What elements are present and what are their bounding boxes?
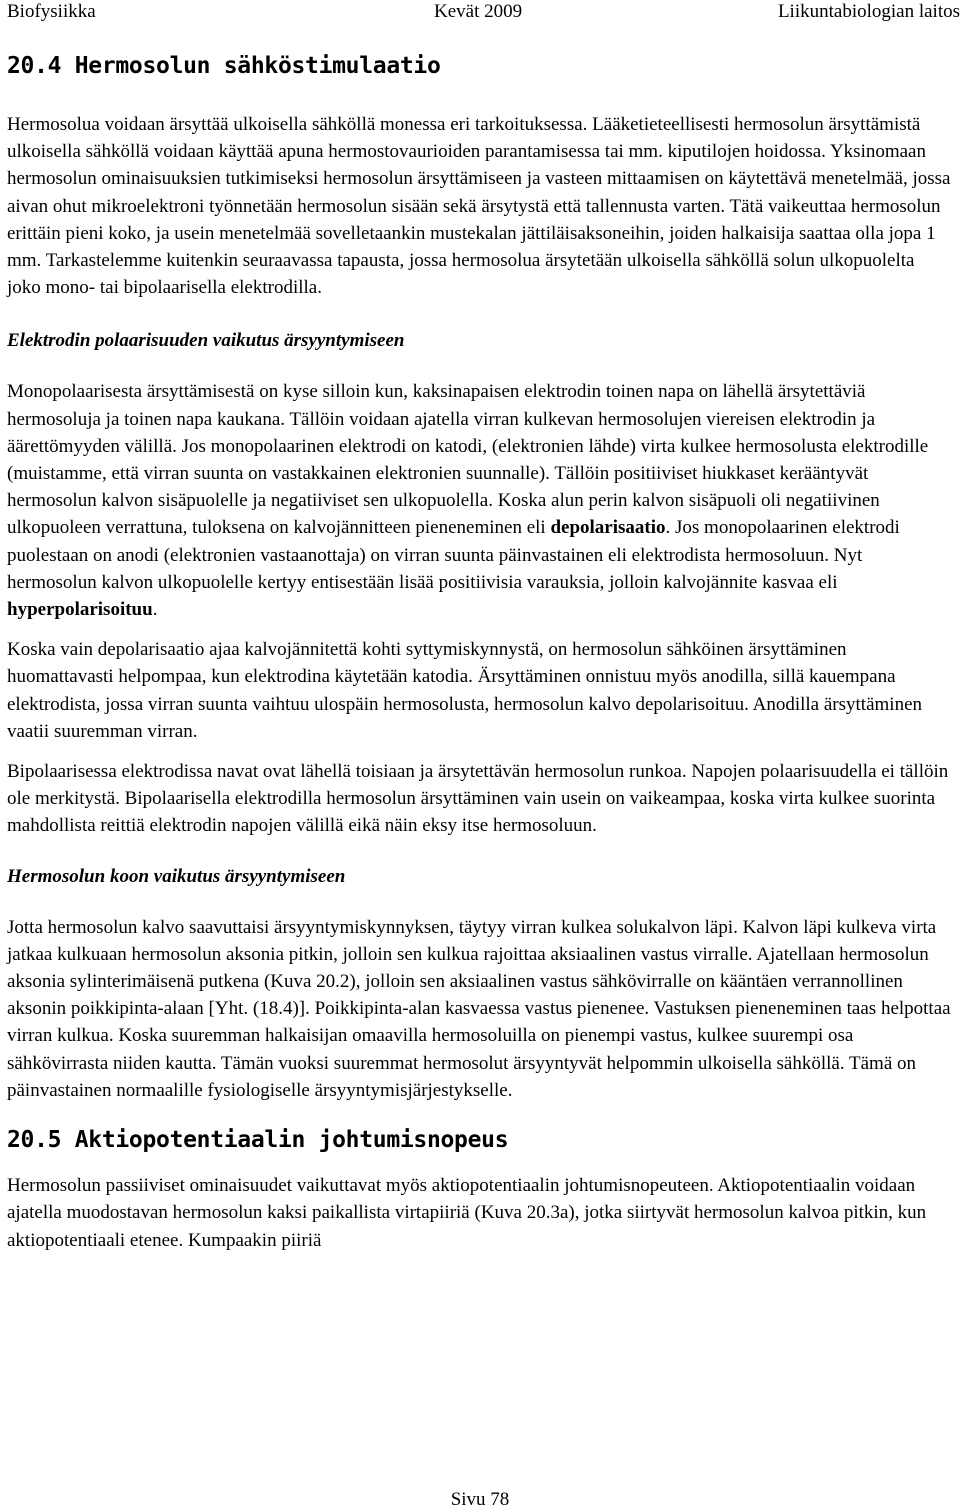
section-heading-20-4: 20.4 Hermosolun sähköstimulaatio (7, 53, 441, 79)
header-course: Biofysiikka (7, 1, 96, 22)
term-depolarisaatio: depolarisaatio (550, 517, 666, 539)
paragraph-neuron-size: Jotta hermosolun kalvo saavuttaisi ärsyyntymiskynnyksen, täytyy virran kulkea solukalvon läpi. Kalvon läpi kulkeva virta jatkaa kulkuaan hermosolun aksonia pitkin, jolloin sen kulkua rajoittaa aksiaalinen vastus virralle. Ajatellaan hermosolun aksonia sylinterimäisenä putkena (Kuva 20.2), jolloin sen aksiaalinen vastus sähkövirralle on kääntäen verrannollinen aksonin poikkipinta-alaan [Yht. (18.4)]. Poikkipinta-alan kasvaessa vastus pienenee. Vastuksen pieneneminen taas helpottaa virran kulkua. Koska suuremman halkaisijan omaavilla hermosoluilla on pienempi vastus, kulkee suurempi osa sähkövirrasta niiden kautta. Tämän vuoksi suuremmat hermosolut ärsyyntyvät helpommin ulkoisella sähköllä. Tämä on päinvastainen normaalille fysiologiselle ärsyyntymisjärjestykselle. (7, 916, 951, 1101)
term-hyperpolarisoituu: hyperpolarisoituu (7, 599, 153, 621)
paragraph-bipolar: Bipolaarisessa elektrodissa navat ovat lähellä toisiaan ja ärsytettävän hermosolun runkoa. Napojen polaarisuudella ei tällöin ole merkitystä. Bipolaarisella elektrodilla hermosolun ärsyttäminen vain usein on vaikeampaa, koska virta kulkee suorinta mahdollista reittiä elektrodin napojen välillä eikä näin eksy itse hermosoluun. (7, 761, 949, 837)
header-department: Liikuntabiologian laitos (777, 1, 960, 22)
page-number: Sivu 78 (450, 1489, 510, 1510)
paragraph-monopolar (7, 378, 952, 623)
header-term: Kevät 2009 (434, 1, 523, 22)
subheading-neuron-size: Hermosolun koon vaikutus ärsyyntymiseen (7, 865, 346, 887)
section-heading-20-5: 20.5 Aktiopotentiaalin johtumisnopeus (7, 1127, 509, 1154)
paragraph-intro: Hermosolua voidaan ärsyttää ulkoisella sähköllä monessa eri tarkoituksessa. Lääketieteellisesti hermosolun ärsyttämistä ulkoisella sähköllä voidaan käyttää apuna hermostovaurioiden parantamisessa tai mm. kiputilojen hoidossa. Yksinomaan hermosolun ominaisuuksien tutkimiseksi hermosolun ärsyttämiseen ja vasteen mittaamisen on käytettävä menetelmää, jossa aivan ohut mikroelektroni työnnetään hermosolun sisään sekä ärsytystä että tallennusta varten. Tätä vaikeuttaa hermosolun erittäin pieni koko, ja usein menetelmää sovelletaankin mustekalan jättiläisaksoneihin, joiden halkaisija saattaa olla jopa 1 mm. Tarkastelemme kuitenkin seuraavassa tapausta, jossa hermosolua ärsytetään ulkoisella sähköllä solun ulkopuolelta joko mono- tai bipolaarisella elektrodilla. (7, 114, 951, 299)
page-header (7, 0, 960, 28)
document-body (7, 52, 952, 1254)
paragraph-conduction: Hermosolun passiiviset ominaisuudet vaikuttavat myös aktiopotentiaalin johtumisnopeuteen. Aktiopotentiaalin voidaan ajatella muodostavan hermosolun kaksi paikallista virtapiiriä (Kuva 20.3a), jotka siirtyvät hermosolun kalvoa pitkin, kun aktiopotentiaali etenee. Kumpaakin piiriä (7, 1175, 927, 1251)
subheading-electrode-polarity: Elektrodin polaarisuuden vaikutus ärsyyntymiseen (7, 330, 405, 352)
text-run: . (152, 599, 158, 621)
text-run: . Jos monopolaarinen elektrodi puolestaan on anodi (elektronien vastaanottaja) on virran suunta päinvastainen eli elektrodista hermosoluun. Nyt hermosolun kalvon ulkopuolelle kertyy entisestään lisää positiivisia varauksia, jolloin kalvojännite kasvaa eli (7, 517, 900, 593)
text-run: Monopolaarisesta ärsyttämisestä on kyse silloin kun, kaksinapaisen elektrodin toinen napa on lähellä ärsytettäviä hermosoluja ja toinen napa kaukana. Tällöin voidaan ajatella virran kulkevan hermosolujen viereisen elektrodin ja äärettömyyden välillä. Jos monopolaarinen elektrodi on katodi, (elektronien lähde) virta kulkee hermosolusta elektrodille (muistamme, että virran suunta on vastakkainen elektronien suunnalle). Tällöin positiiviset hiukkaset kerääntyvät hermosolun kalvon sisäpuolelle ja negatiiviset sen ulkopuolella. Koska alun perin kalvon sisäpuoli oli negatiivinen ulkopuoleen verrattuna, tuloksena on kalvojännitteen pieneneminen eli (7, 381, 929, 539)
paragraph-cathode-anode: Koska vain depolarisaatio ajaa kalvojännitettä kohti syttymiskynnystä, on hermosolun sähköinen ärsyttäminen huomattavasti helpompaa, kun elektrodina käytetään katodia. Ärsyttäminen onnistuu myös anodilla, sillä kauempana elektrodista, jossa virran suunta vaihtuu ulospäin hermosolusta, hermosolun kalvo depolarisoituu. Anodilla ärsyttäminen vaatii suuremman virran. (7, 639, 923, 742)
